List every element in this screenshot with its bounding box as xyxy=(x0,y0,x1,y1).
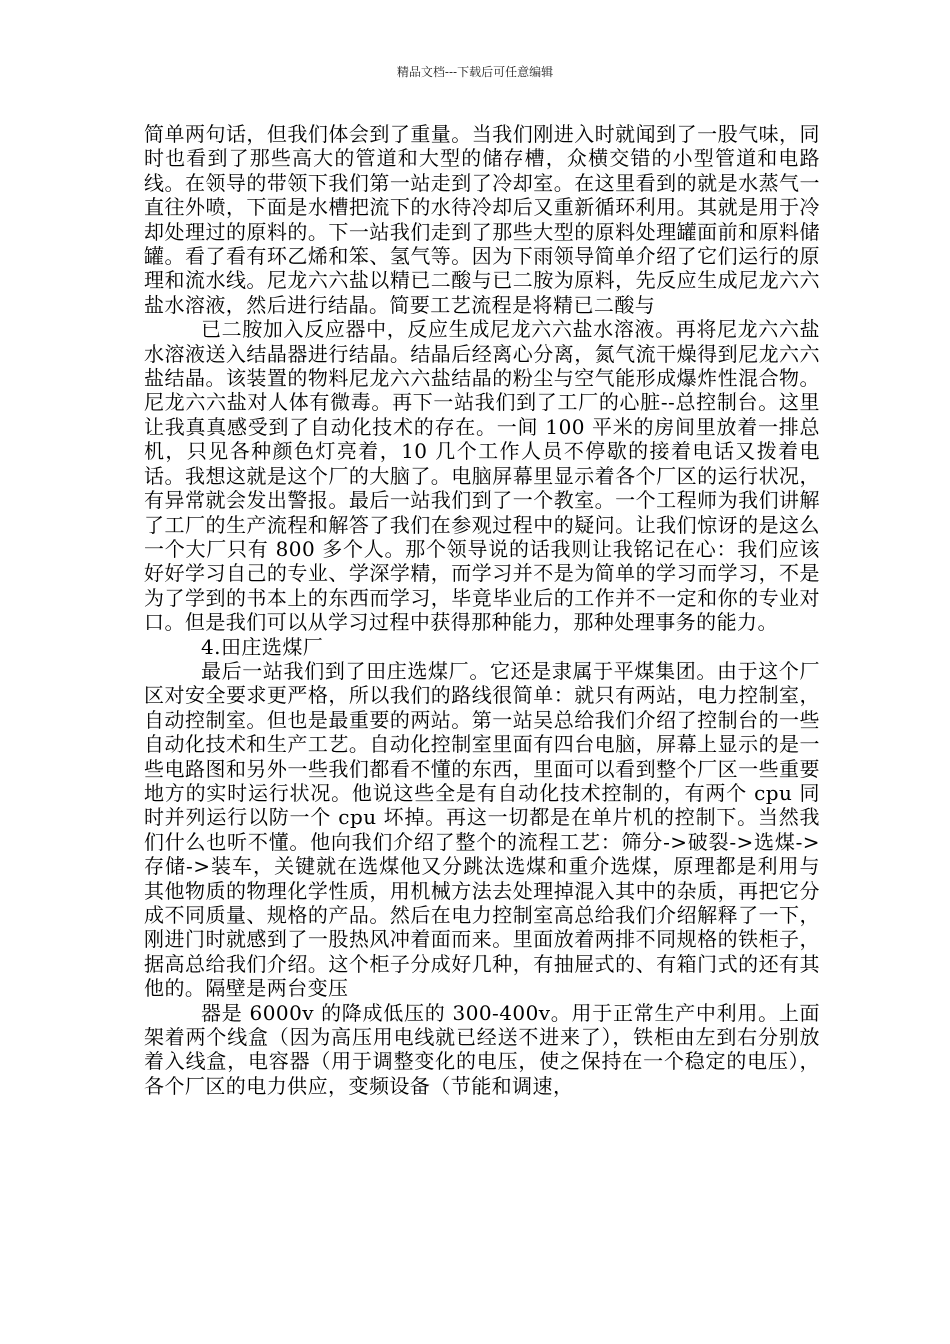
paragraph-3: 最后一站我们到了田庄选煤厂。它还是隶属于平煤集团。由于这个厂区对安全要求更严格，所以我们的路线很简单：就只有两站，电力控制室，自动控制室。但也是最重要的两站。第一站吴总给我们介绍了控制台的一些自动化技术和生产工艺。自动化控制室里面有四台电脑，屏幕上显示的是一些电路图和另外一些我们都看不懂的东西，里面可以看到整个厂区一些重要地方的实时运行状况。他说这些全是有自动化技术控制的，有两个 cpu 同时并列运行以防一个 cpu 坏掉。再这一切都是在单片机的控制下。当然我们什么也听不懂。他向我们介绍了整个的流程工艺：筛分->破裂->选煤->存储->装车，关键就在选煤他又分跳汰选煤和重介选煤，原理都是利用与其他物质的物理化学性质，用机械方法去处理掉混入其中的杂质，再把它分成不同质量、规格的产品。然后在电力控制室高总给我们介绍解释了一下，刚进门时就感到了一股热风冲着面而来。里面放着两排不同规格的铁柜子，据高总给我们介绍。这个柜子分成好几种，有抽屉式的、有箱门式的还有其他的。隔壁是两台变压 xyxy=(144,658,820,1001)
document-body xyxy=(144,122,820,1098)
paragraph-1: 简单两句话，但我们体会到了重量。当我们刚进入时就闻到了一股气味，同时也看到了那些高大的管道和大型的储存槽，众横交错的小型管道和电路线。在领导的带领下我们第一站走到了冷却室。在这里看到的就是水蒸气一直往外喷，下面是水槽把流下的水待冷却后又重新循环利用。其就是用于冷却处理过的原料的。下一站我们走到了那些大型的原料处理罐面前和原料储罐。看了看有环乙烯和笨、氢气等。因为下雨领导简单介绍了它们运行的原理和流水线。尼龙六六盐以精已二酸与已二胺为原料，先反应生成尼龙六六盐水溶液，然后进行结晶。简要工艺流程是将精已二酸与 xyxy=(144,122,820,317)
page-header: 精品文档---下载后可任意编辑 xyxy=(396,65,554,79)
paragraph-2: 已二胺加入反应器中，反应生成尼龙六六盐水溶液。再将尼龙六六盐水溶液送入结晶器进行结晶。结晶后经离心分离，氮气流干燥得到尼龙六六盐结晶。该装置的物料尼龙六六盐结晶的粉尘与空气能形成爆炸性混合物。尼龙六六盐对人体有微毒。再下一站我们到了工厂的心脏--总控制台。这里让我真真感受到了自动化技术的存在。一间 100 平米的房间里放着一排总机，只见各种颜色灯亮着，10 几个工作人员不停歇的接着电话又拨着电话。我想这就是这个厂的大脑了。电脑屏幕里显示着各个厂区的运行状况，有异常就会发出警报。最后一站我们到了一个教室。一个工程师为我们讲解了工厂的生产流程和解答了我们在参观过程中的疑问。让我们惊讶的是这么一个大厂只有 800 多个人。那个领导说的话我则让我铭记在心：我们应该好好学习自己的专业、学深学精，而学习并不是为简单的学习而学习，不是为了学到的书本上的东西而学习，毕竟毕业后的工作并不一定和你的专业对口。但是我们可以从学习过程中获得那种能力，那种处理事务的能力。 xyxy=(144,317,820,635)
section-heading: 4.田庄选煤厂 xyxy=(201,634,324,659)
paragraph-4: 器是 6000v 的降成低压的 300-400v。用于正常生产中利用。上面架着两个线盒（因为高压用电线就已经送不进来了），铁柜由左到右分别放着入线盒，电容器（用于调整变化的电压，使之保持在一个稳定的电压），各个厂区的电力供应，变频设备（节能和调速， xyxy=(144,1000,820,1098)
